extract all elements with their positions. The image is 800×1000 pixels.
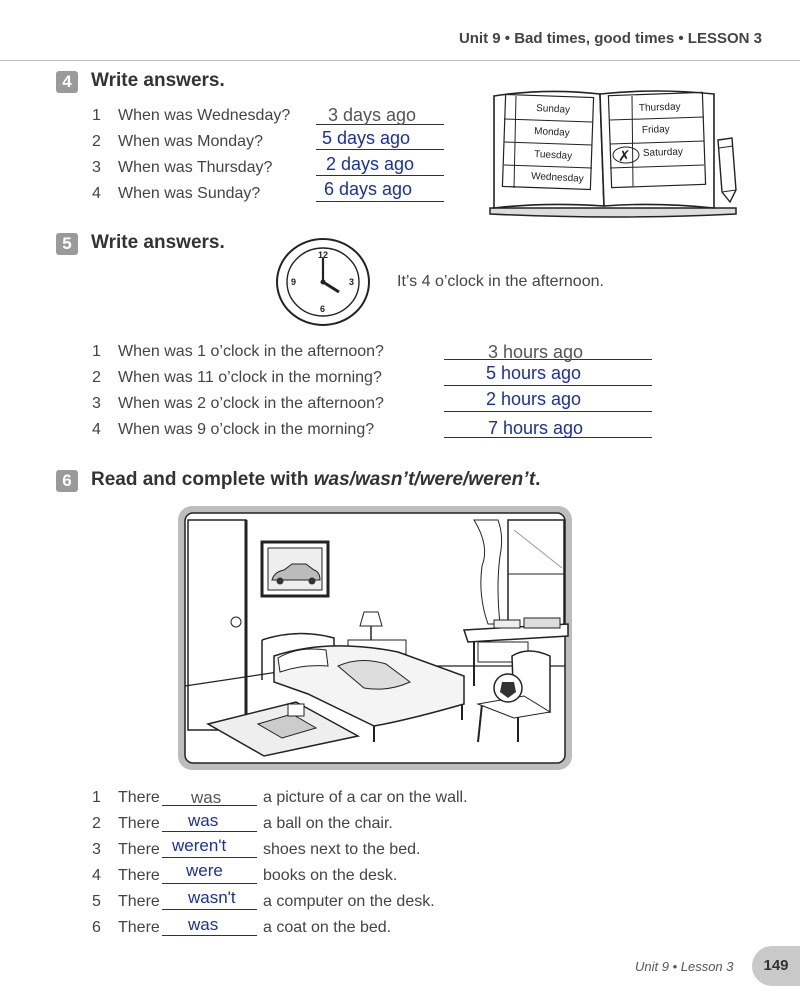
books (524, 618, 560, 628)
ex6-item-5: 5 There (92, 893, 160, 910)
exercise-5-number: 5 (56, 233, 78, 255)
window (474, 520, 564, 630)
diary-mark: ✗ (618, 147, 631, 165)
ex4-answer-4[interactable]: 6 days ago (324, 179, 413, 199)
footer-unit-lesson: Unit 9 • Lesson 3 (635, 959, 734, 974)
ex5-answer-3[interactable]: 2 hours ago (486, 389, 582, 409)
diary-day: Tuesday (533, 149, 573, 162)
ex5-question-1: 1 When was 1 o’clock in the afternoon? (92, 343, 384, 360)
diary-day: Monday (533, 126, 570, 139)
ex5-question-4: 4 When was 9 o’clock in the morning? (92, 421, 375, 438)
ex4-question-4: 4 When was Sunday? (92, 185, 261, 202)
ex6-example-answer: was (191, 788, 222, 807)
ex6-answer-6[interactable]: was (188, 915, 219, 934)
answer-line (162, 883, 257, 884)
answer-line (162, 935, 257, 936)
diary-day: Thursday (638, 101, 681, 114)
clock-number: 9 (291, 277, 297, 287)
ex6-answer-5[interactable]: wasn't (188, 888, 236, 907)
ex4-answer-2[interactable]: 5 days ago (322, 128, 411, 148)
clock-number: 3 (349, 277, 355, 287)
exercise-6-title: Read and complete with was/wasn’t/were/weren’t. (91, 469, 541, 490)
ex5-answer-4[interactable]: 7 hours ago (488, 418, 584, 438)
ex6-item-4: 4 There (92, 867, 160, 884)
clock-number: 12 (318, 250, 329, 260)
ex6-item-1-rest: a picture of a car on the wall. (263, 789, 468, 806)
header-title: Unit 9 • Bad times, good times • LESSON 3 (458, 30, 762, 47)
ex5-answer-2[interactable]: 5 hours ago (486, 363, 582, 383)
diary-illustration (486, 86, 746, 222)
ex6-item-5-rest: a computer on the desk. (263, 893, 435, 910)
exercise-4-number: 4 (56, 71, 78, 93)
bedroom-illustration (178, 506, 572, 770)
ex6-answer-3[interactable]: weren't (172, 836, 227, 855)
answer-line (316, 201, 444, 202)
ex6-item-2: 2 There (92, 815, 160, 832)
ex6-item-4-rest: books on the desk. (263, 867, 398, 884)
ex5-example-answer: 3 hours ago (488, 342, 584, 362)
ex6-item-6-rest: a coat on the bed. (263, 919, 392, 936)
pencil-icon (718, 138, 736, 202)
ex4-question-1: 1 When was Wednesday? (92, 107, 291, 124)
ex6-item-6: 6 There (92, 919, 160, 936)
page-header (0, 18, 800, 56)
ex5-question-3: 3 When was 2 o’clock in the afternoon? (92, 395, 384, 412)
car-picture (262, 542, 328, 596)
answer-line (444, 411, 652, 412)
clock-icon (274, 236, 372, 328)
ex5-statement: It’s 4 o’clock in the afternoon. (397, 273, 604, 290)
ex4-example-answer: 3 days ago (328, 105, 417, 125)
header-divider (0, 60, 800, 61)
answer-line (162, 909, 257, 910)
diary-day: Saturday (642, 146, 684, 159)
ex6-answer-4[interactable]: were (186, 861, 223, 880)
clock-number: 6 (320, 304, 326, 314)
ex6-item-3-rest: shoes next to the bed. (263, 841, 421, 858)
answer-line (316, 149, 444, 150)
ex6-answer-2[interactable]: was (188, 811, 219, 830)
ex5-question-2: 2 When was 11 o’clock in the morning? (92, 369, 382, 386)
ex4-question-3: 3 When was Thursday? (92, 159, 273, 176)
answer-line (162, 831, 257, 832)
exercise-6-number: 6 (56, 470, 78, 492)
diary-day: Friday (641, 124, 670, 136)
answer-line (316, 175, 444, 176)
answer-line (444, 385, 652, 386)
exercise-4-title: Write answers. (91, 70, 225, 91)
diary-day: Wednesday (530, 171, 584, 185)
diary-day: Sunday (535, 103, 571, 116)
ex4-answer-3[interactable]: 2 days ago (326, 154, 415, 174)
answer-line (162, 857, 257, 858)
exercise-5-title: Write answers. (91, 232, 225, 253)
ex6-item-2-rest: a ball on the chair. (263, 815, 393, 832)
page-number: 149 (752, 946, 800, 986)
ex4-question-2: 2 When was Monday? (92, 133, 263, 150)
ex6-item-1: 1 There (92, 789, 160, 806)
ex6-item-3: 3 There (92, 841, 160, 858)
